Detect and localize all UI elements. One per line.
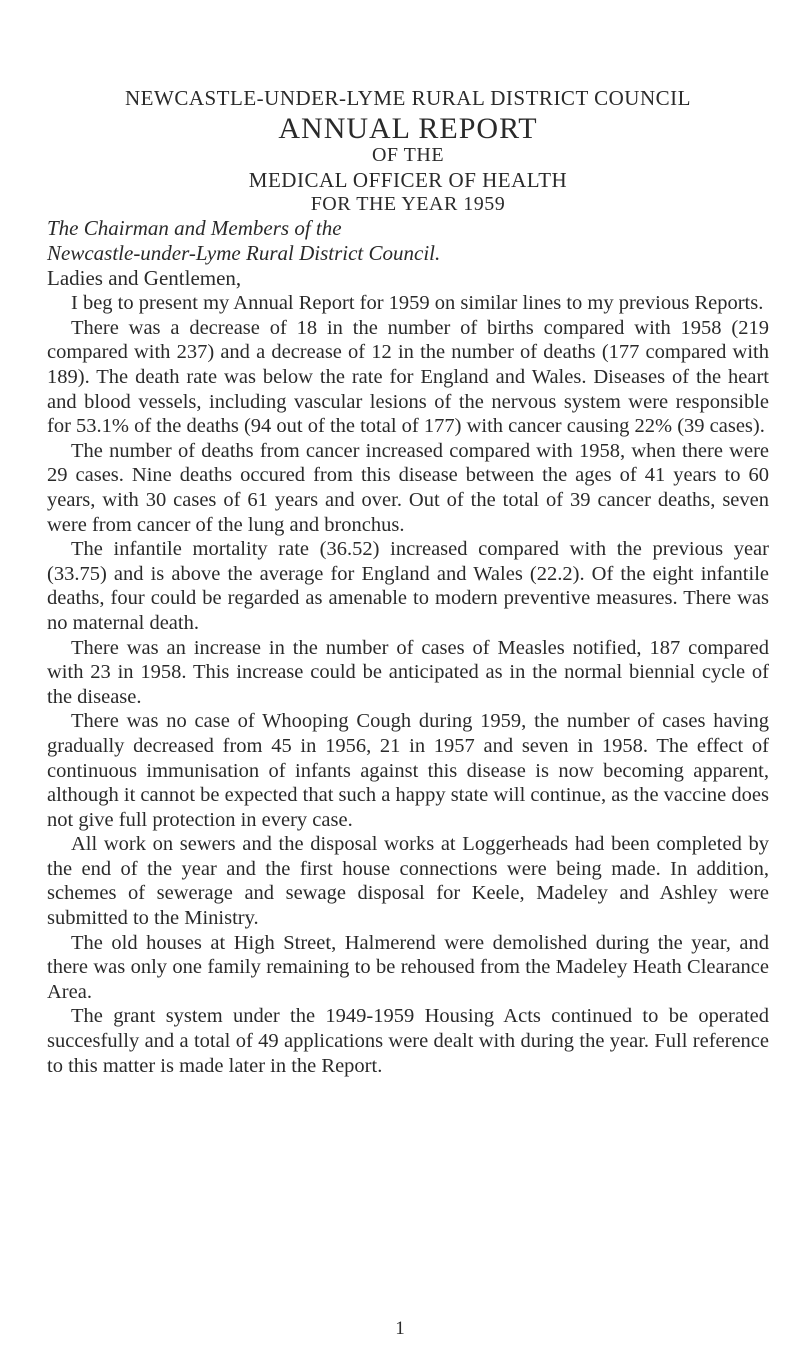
council-name: NEWCASTLE-UNDER-LYME RURAL DISTRICT COUNCIL bbox=[125, 86, 691, 110]
report-page bbox=[47, 86, 769, 1078]
paragraph-measles: There was an increase in the number of cases of Measles notified, 187 compared with 23 in 1958. This increase could be anticipated as in the normal biennial cycle of the disease. bbox=[47, 636, 769, 708]
paragraph-sewers: All work on sewers and the disposal works at Loggerheads had been completed by the end of the year and the first house connections were being made. In addition, schemes of sewerage and sewage disposal for Keele, Madeley and Ashley were submitted to the Ministry. bbox=[47, 833, 769, 930]
report-year: FOR THE YEAR 1959 bbox=[310, 192, 506, 215]
report-title: ANNUAL REPORT bbox=[278, 111, 538, 145]
paragraph-clearance: The old houses at High Street, Halmerend were demolished during the year, and there was only one family remaining to be rehoused from the Madeley Heath Clearance Area. bbox=[47, 931, 769, 1003]
paragraph-cancer: The number of deaths from cancer increased compared with 1958, when there were 29 cases. Nine deaths occured from this disease between the ages of 41 years to 60 years, with 30 cases of 61 years and over. Out of the total of 39 cancer deaths, seven were from cancer of the lung and bronchus. bbox=[47, 439, 769, 536]
addressee-line-1: The Chairman and Members of the bbox=[47, 216, 342, 241]
salutation: Ladies and Gentlemen, bbox=[47, 266, 242, 291]
paragraph-intro: I beg to present my Annual Report for 1959 on similar lines to my previous Reports. bbox=[71, 292, 764, 315]
officer-title: MEDICAL OFFICER OF HEALTH bbox=[248, 167, 568, 192]
addressee-line-2: Newcastle-under-Lyme Rural District Council. bbox=[47, 241, 441, 266]
report-subtitle-of-the: OF THE bbox=[371, 144, 445, 167]
paragraph-births-deaths: There was a decrease of 18 in the number of births compared with 1958 (219 compared with 237) and a decrease of 12 in the number of deaths (177 compared with 189). The death rate was below the rate for England and Wales. Diseases of the heart and blood vessels, including vascular lesions of the nervous system were responsible for 53.1% of the deaths (94 out of the total of 177) with cancer causing 22% (39 cases). bbox=[47, 316, 769, 438]
paragraph-housing-grants: The grant system under the 1949-1959 Housing Acts continued to be operated succesfully and a total of 49 applications were dealt with during the year. Full reference to this matter is made later in the Report. bbox=[47, 1005, 769, 1077]
report-body bbox=[47, 291, 769, 1078]
paragraph-infant-mortality: The infantile mortality rate (36.52) increased compared with the previous year (33.75) and is above the average for England and Wales (22.2). Of the eight infantile deaths, four could be regarded as amenable to modern preventive measures. There was no maternal death. bbox=[47, 538, 769, 634]
page-number: 1 bbox=[395, 1318, 405, 1339]
paragraph-whooping-cough: There was no case of Whooping Cough during 1959, the number of cases having gradually decreased from 45 in 1956, 21 in 1957 and seven in 1958. The effect of continuous immunisation of infants against this disease is now becoming apparent, although it cannot be expected that such a happy state will continue, as the vaccine does not give full protection in every case. bbox=[47, 710, 769, 831]
